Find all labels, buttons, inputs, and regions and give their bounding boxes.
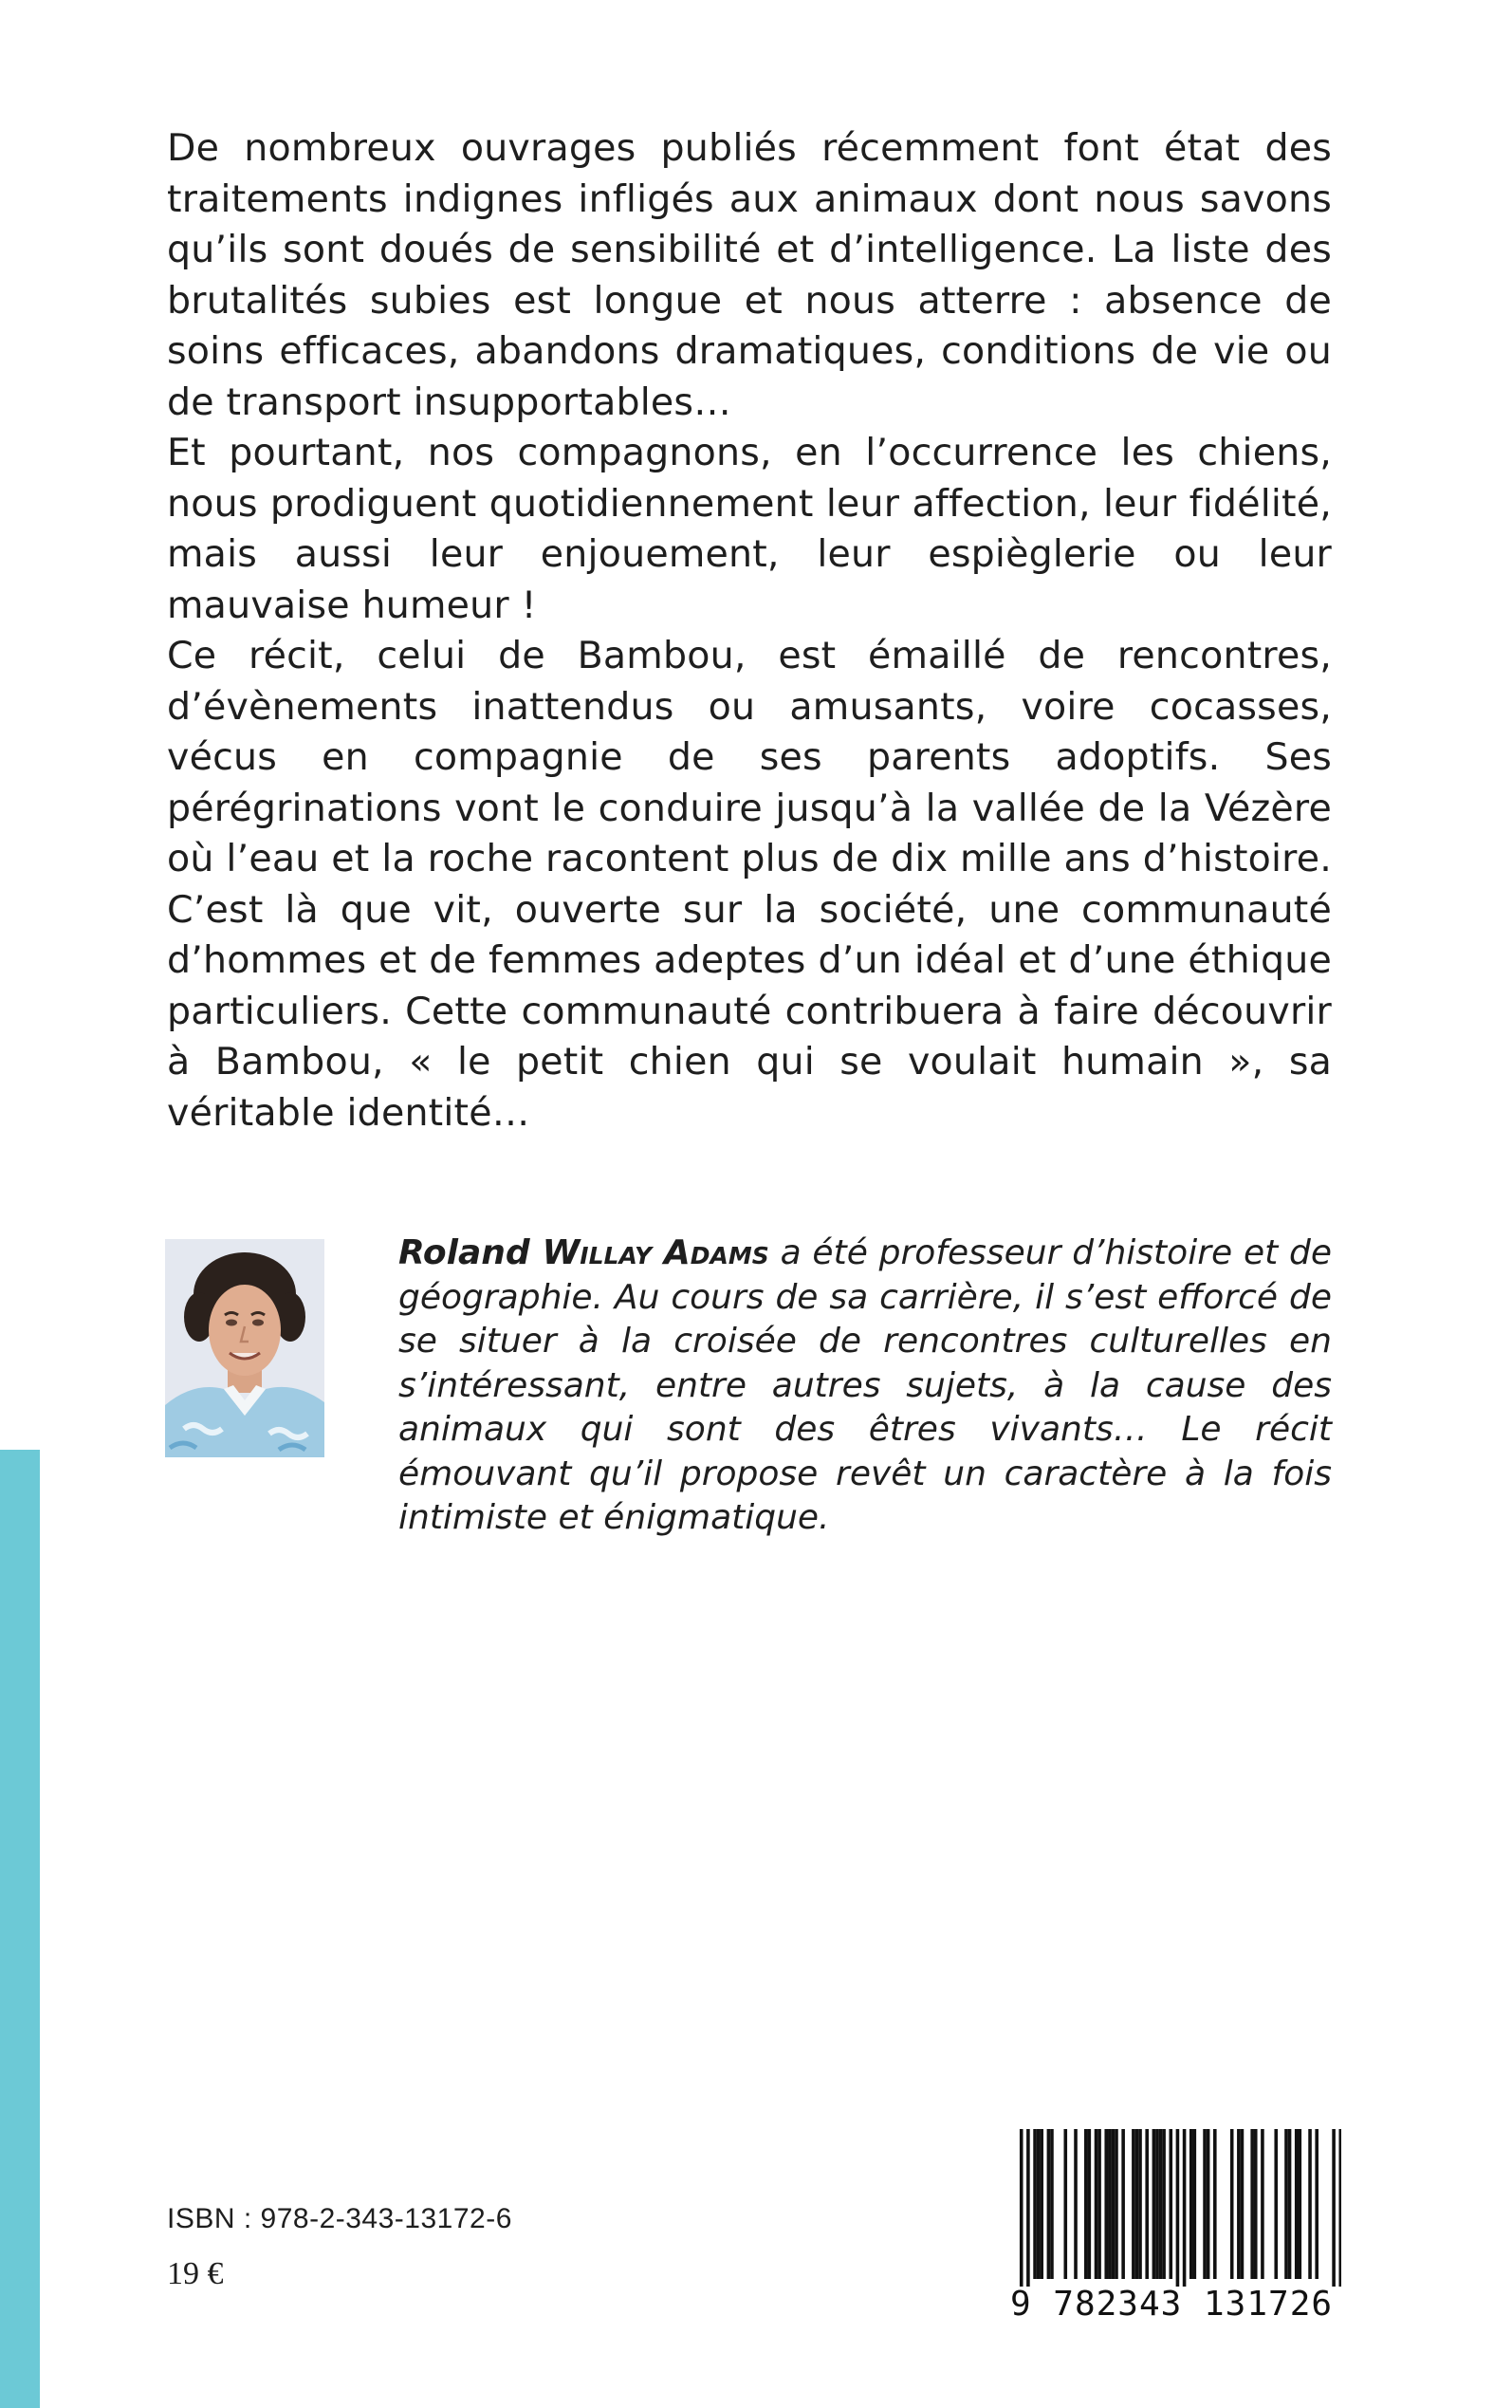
price-text: 19 € <box>167 2256 224 2291</box>
barcode-bar <box>1037 2129 1041 2279</box>
barcode-bar <box>1095 2129 1098 2279</box>
barcode-bar <box>1308 2129 1312 2279</box>
barcode-bar <box>1132 2129 1135 2279</box>
barcode-bar <box>1299 2129 1302 2279</box>
barcode-bar <box>1162 2129 1166 2279</box>
barcode-bar <box>1295 2129 1299 2279</box>
barcode-bar <box>1074 2129 1078 2279</box>
barcode-bar <box>1121 2129 1125 2279</box>
barcode-bar <box>1047 2129 1051 2279</box>
barcode-digits: 9 782343 131726 <box>1009 2285 1334 2324</box>
barcode-bar <box>1063 2129 1067 2279</box>
barcode-bar <box>1084 2129 1088 2279</box>
barcode-bar <box>1040 2129 1043 2279</box>
barcode <box>1002 2125 1341 2334</box>
barcode-bar <box>1169 2129 1172 2279</box>
barcode-bar <box>1176 2129 1180 2287</box>
barcode-bar <box>1203 2129 1207 2279</box>
barcode-bar <box>1230 2129 1234 2279</box>
barcode-bar <box>1152 2129 1156 2279</box>
author-bio-text: a été professeur d’histoire et de géographie. Au cours de sa carrière, il s’est efforcé de se situer à la croisée de rencontres culturelles en s’intéressant, entre autres sujets, à la cause des animaux qui sont des êtres vivants… Le récit émouvant qu’il propose revêt un caractère à la fois intimiste et énigmatique. <box>398 1233 1332 1537</box>
barcode-bar <box>1050 2129 1054 2279</box>
barcode-bar <box>1183 2129 1187 2287</box>
barcode-bar <box>1237 2129 1241 2279</box>
barcode-bars <box>1002 2125 1341 2287</box>
author-name <box>398 1233 769 1272</box>
barcode-bar <box>1159 2129 1163 2279</box>
barcode-bar <box>1026 2129 1030 2287</box>
barcode-bar <box>1274 2129 1278 2279</box>
barcode-bar <box>1088 2129 1092 2279</box>
blurb-paragraph-3: Ce récit, celui de Bambou, est émaillé de rencontres, d’évènements inattendus ou amusants, voire cocasses, vécus en compagnie de ses parents adoptifs. Ses pérégrinations vont le conduire jusqu’à la vallée de la Vézère où l’eau et la roche racontent plus de dix mille ans d’histoire. C’est là que vit, ouverte sur la société, une communauté d’hommes et de femmes adeptes d’un idéal et d’une éthique particuliers. Cette communauté contribuera à faire découvrir à Bambou, « le petit chien qui se voulait humain », sa véritable identité… <box>167 634 1332 1135</box>
barcode-bar <box>1135 2129 1139 2279</box>
accent-side-bar <box>0 1450 40 2408</box>
barcode-bar <box>1115 2129 1118 2279</box>
author-last-name: Willay Adams <box>542 1233 769 1272</box>
blurb-paragraph-2: Et pourtant, nos compagnons, en l’occurrence les chiens, nous prodiguent quotidiennement leur affection, leur fidélité, mais aussi leur enjouement, leur espièglerie ou leur mauvaise humeur ! <box>167 431 1332 627</box>
barcode-bar <box>1189 2129 1193 2279</box>
barcode-bar <box>1112 2129 1116 2279</box>
barcode-bar <box>1213 2129 1217 2279</box>
back-cover-blurb <box>167 123 1332 1139</box>
barcode-bar <box>1284 2129 1288 2279</box>
barcode-bar <box>1288 2129 1292 2279</box>
barcode-bar <box>1254 2129 1258 2279</box>
author-first-name: Roland <box>398 1233 530 1272</box>
barcode-bar <box>1193 2129 1197 2279</box>
barcode-bar <box>1097 2129 1101 2279</box>
author-bio <box>398 1232 1332 1541</box>
barcode-bar <box>1138 2129 1142 2279</box>
blurb-paragraph-1: De nombreux ouvrages publiés récemment font état des traitements indignes infligés aux animaux dont nous savons qu’ils sont doués de sensibilité et d’intelligence. La liste des brutalités subies est longue et nous atterre : absence de soins efficaces, abandons dramatiques, conditions de vie ou de transport insupportables… <box>167 126 1332 424</box>
barcode-bar <box>1145 2129 1149 2279</box>
barcode-bar <box>1155 2129 1159 2279</box>
barcode-bar <box>1241 2129 1245 2279</box>
barcode-bar <box>1338 2129 1341 2287</box>
barcode-bar <box>1020 2129 1023 2287</box>
barcode-bar <box>1261 2129 1264 2279</box>
barcode-bar <box>1250 2129 1254 2279</box>
barcode-bar <box>1332 2129 1336 2287</box>
barcode-bar <box>1315 2129 1318 2279</box>
barcode-bar <box>1104 2129 1108 2279</box>
barcode-bar <box>1108 2129 1112 2279</box>
barcode-bar <box>1207 2129 1210 2279</box>
author-photo <box>165 1239 324 1457</box>
isbn-text: ISBN : 978-2-343-13172-6 <box>167 2203 512 2234</box>
barcode-bar <box>1033 2129 1037 2279</box>
